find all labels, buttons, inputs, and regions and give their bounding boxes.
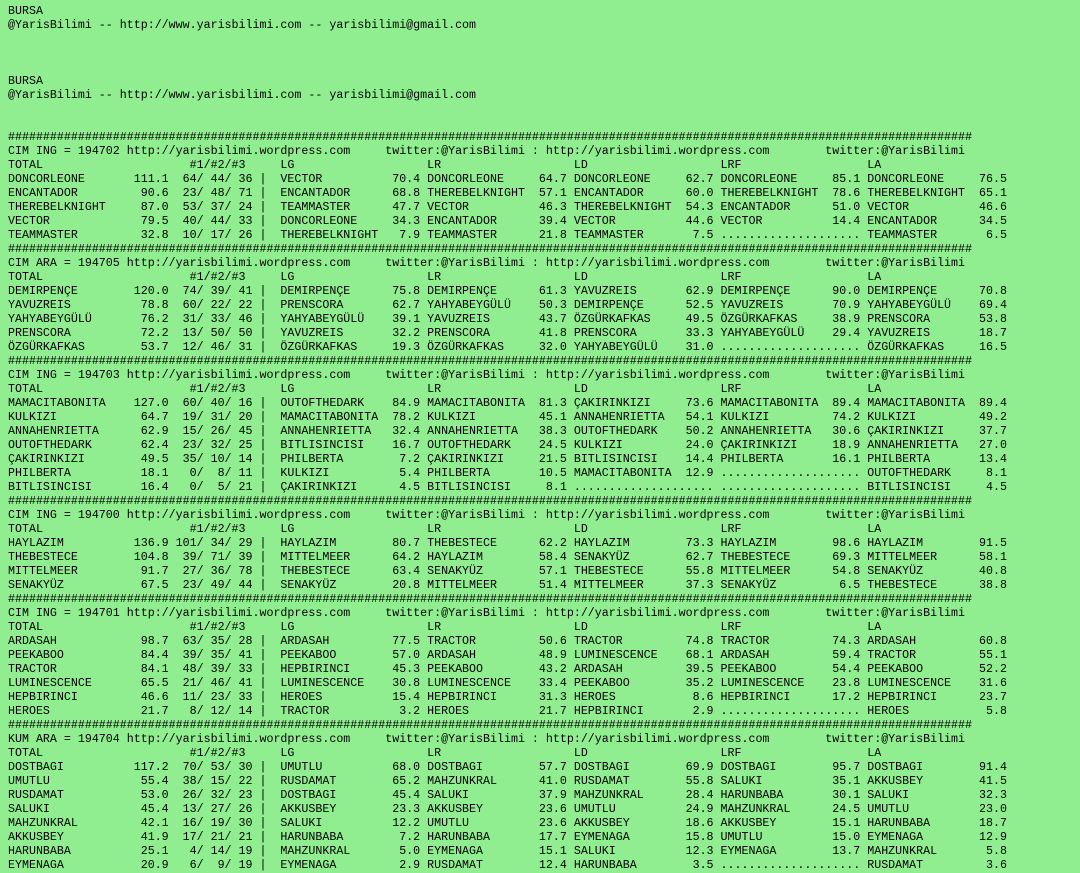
report-line: DEMIRPENÇE 120.0 74/ 39/ 41 | DEMIRPENÇE 75.8 DEMIRPENÇE 61.3 YAVUZREIS 62.9 DEMIRPENÇE 90.0 DEMIRPENÇE 70.8 bbox=[8, 285, 1007, 298]
report-line: CIM ARA = 194705 http://yarisbilimi.wordpress.com twitter:@YarisBilimi : http://yarisbilimi.wordpress.com twitter:@YarisBilimi bbox=[8, 257, 966, 270]
report-line: ÇAKIRINKIZI 49.5 35/ 10/ 14 | PHILBERTA 7.2 ÇAKIRINKIZI 21.5 BITLISINCISI 14.4 PHILBERTA 16.1 PHILBERTA 13.4 bbox=[8, 453, 1007, 466]
report-line: MAMACITABONITA 127.0 60/ 40/ 16 | OUTOFTHEDARK 84.9 MAMACITABONITA 81.3 ÇAKIRINKIZI 73.6 MAMACITABONITA 89.4 MAMACITABONITA 89.4 bbox=[8, 397, 1007, 410]
report-line: KUM ARA = 194704 http://yarisbilimi.wordpress.com twitter:@YarisBilimi : http://yarisbilimi.wordpress.com twitter:@YarisBilimi bbox=[8, 733, 966, 746]
report-line: TRACTOR 84.1 48/ 39/ 33 | HEPBIRINCI 45.3 PEEKABOO 43.2 ARDASAH 39.5 PEEKABOO 54.4 PEEKABOO 52.2 bbox=[8, 663, 1007, 676]
report-line: THEREBELKNIGHT 87.0 53/ 37/ 24 | TEAMMASTER 47.7 VECTOR 46.3 THEREBELKNIGHT 54.3 ENCANTADOR 51.0 VECTOR 46.6 bbox=[8, 201, 1007, 214]
report-line: TEAMMASTER 32.8 10/ 17/ 26 | THEREBELKNIGHT 7.9 TEAMMASTER 21.8 TEAMMASTER 7.5 .................... TEAMMASTER 6.5 bbox=[8, 229, 1007, 242]
report-line: YAHYABEYGÜLÜ 76.2 31/ 33/ 46 | YAHYABEYGÜLÜ 39.1 YAVUZREIS 43.7 ÖZGÜRKAFKAS 49.5 ÖZGÜRKAFKAS 38.9 PRENSCORA 53.8 bbox=[8, 313, 1007, 326]
report-line: OUTOFTHEDARK 62.4 23/ 32/ 25 | BITLISINCISI 16.7 OUTOFTHEDARK 24.5 KULKIZI 24.0 ÇAKIRINKIZI 18.9 ANNAHENRIETTA 27.0 bbox=[8, 439, 1007, 452]
report-line: CIM ING = 194701 http://yarisbilimi.wordpress.com twitter:@YarisBilimi : http://yarisbilimi.wordpress.com twitter:@YarisBilimi bbox=[8, 607, 966, 620]
report-line: HEPBIRINCI 46.6 11/ 23/ 33 | HEROES 15.4 HEPBIRINCI 31.3 HEROES 8.6 HEPBIRINCI 17.2 HEPBIRINCI 23.7 bbox=[8, 691, 1007, 704]
report-document bbox=[8, 5, 1007, 873]
report-line: MITTELMEER 91.7 27/ 36/ 78 | THEBESTECE 63.4 SENAKYÜZ 57.1 THEBESTECE 55.8 MITTELMEER 54.8 SENAKYÜZ 40.8 bbox=[8, 565, 1007, 578]
report-line: SENAKYÜZ 67.5 23/ 49/ 44 | SENAKYÜZ 20.8 MITTELMEER 51.4 MITTELMEER 37.3 SENAKYÜZ 6.5 THEBESTECE 38.8 bbox=[8, 579, 1007, 592]
header-line bbox=[8, 117, 1007, 131]
header-line bbox=[8, 33, 1007, 47]
report-line: TOTAL #1/#2/#3 LG LR LD LRF LA bbox=[8, 271, 882, 284]
report-line: UMUTLU 55.4 38/ 15/ 22 | RUSDAMAT 65.2 MAHZUNKRAL 41.0 RUSDAMAT 55.8 SALUKI 35.1 AKKUSBEY 41.5 bbox=[8, 775, 1007, 788]
report-line: HEROES 21.7 8/ 12/ 14 | TRACTOR 3.2 HEROES 21.7 HEPBIRINCI 2.9 .................... HEROES 5.8 bbox=[8, 705, 1007, 718]
report-line: PHILBERTA 18.1 0/ 8/ 11 | KULKIZI 5.4 PHILBERTA 10.5 MAMACITABONITA 12.9 .................... OUTOFTHEDARK 8.1 bbox=[8, 467, 1007, 480]
report-line: HAYLAZIM 136.9 101/ 34/ 29 | HAYLAZIM 80.7 THEBESTECE 62.2 HAYLAZIM 73.3 HAYLAZIM 98.6 HAYLAZIM 91.5 bbox=[8, 537, 1007, 550]
report-line: HARUNBABA 25.1 4/ 14/ 19 | MAHZUNKRAL 5.0 EYMENAGA 15.1 SALUKI 12.3 EYMENAGA 13.7 MAHZUNKRAL 5.8 bbox=[8, 845, 1007, 858]
report-line: TOTAL #1/#2/#3 LG LR LD LRF LA bbox=[8, 159, 882, 172]
report-line: PRENSCORA 72.2 13/ 50/ 50 | YAVUZREIS 32.2 PRENSCORA 41.8 PRENSCORA 33.3 YAHYABEYGÜLÜ 29.4 YAVUZREIS 18.7 bbox=[8, 327, 1007, 340]
report-line: ARDASAH 98.7 63/ 35/ 28 | ARDASAH 77.5 TRACTOR 50.6 TRACTOR 74.8 TRACTOR 74.3 ARDASAH 60.8 bbox=[8, 635, 1007, 648]
report-line: CIM ING = 194703 http://yarisbilimi.wordpress.com twitter:@YarisBilimi : http://yarisbilimi.wordpress.com twitter:@YarisBilimi bbox=[8, 369, 966, 382]
header-line: @YarisBilimi -- http://www.yarisbilimi.com -- yarisbilimi@gmail.com bbox=[8, 19, 477, 32]
report-line: BITLISINCISI 16.4 0/ 5/ 21 | ÇAKIRINKIZI 4.5 BITLISINCISI 8.1 .................... .................... BITLISINCISI 4.5 bbox=[8, 481, 1007, 494]
report-line: PEEKABOO 84.4 39/ 35/ 41 | PEEKABOO 57.0 ARDASAH 48.9 LUMINESCENCE 68.1 ARDASAH 59.4 TRACTOR 55.1 bbox=[8, 649, 1007, 662]
report-line: ########################################################################################################################################## bbox=[8, 243, 973, 256]
report-line: CIM ING = 194700 http://yarisbilimi.wordpress.com twitter:@YarisBilimi : http://yarisbilimi.wordpress.com twitter:@YarisBilimi bbox=[8, 509, 966, 522]
report-line: ANNAHENRIETTA 62.9 15/ 26/ 45 | ANNAHENRIETTA 32.4 ANNAHENRIETTA 38.3 OUTOFTHEDARK 50.2 ANNAHENRIETTA 30.6 ÇAKIRINKIZI 37.7 bbox=[8, 425, 1007, 438]
header-line bbox=[8, 47, 1007, 61]
report-line: ÖZGÜRKAFKAS 53.7 12/ 46/ 31 | ÖZGÜRKAFKAS 19.3 ÖZGÜRKAFKAS 32.0 YAHYABEYGÜLÜ 31.0 .................... ÖZGÜRKAFKAS 16.5 bbox=[8, 341, 1007, 354]
report-line: ########################################################################################################################################## bbox=[8, 719, 973, 732]
report-line: ########################################################################################################################################## bbox=[8, 355, 973, 368]
report-line: LUMINESCENCE 65.5 21/ 46/ 41 | LUMINESCENCE 30.8 LUMINESCENCE 33.4 PEEKABOO 35.2 LUMINESCENCE 23.8 LUMINESCENCE 31.6 bbox=[8, 677, 1007, 690]
header-line: BURSA bbox=[8, 5, 43, 18]
report-line: ########################################################################################################################################## bbox=[8, 495, 973, 508]
header-line: @YarisBilimi -- http://www.yarisbilimi.com -- yarisbilimi@gmail.com bbox=[8, 89, 477, 102]
report-line: TOTAL #1/#2/#3 LG LR LD LRF LA bbox=[8, 523, 882, 536]
report-line: YAVUZREIS 78.8 60/ 22/ 22 | PRENSCORA 62.7 YAHYABEYGÜLÜ 50.3 DEMIRPENÇE 52.5 YAVUZREIS 70.9 YAHYABEYGÜLÜ 69.4 bbox=[8, 299, 1007, 312]
header-line bbox=[8, 103, 1007, 117]
report-line: THEBESTECE 104.8 39/ 71/ 39 | MITTELMEER 64.2 HAYLAZIM 58.4 SENAKYÜZ 62.7 THEBESTECE 69.3 MITTELMEER 58.1 bbox=[8, 551, 1007, 564]
report-line: AKKUSBEY 41.9 17/ 21/ 21 | HARUNBABA 7.2 HARUNBABA 17.7 EYMENAGA 15.8 UMUTLU 15.0 EYMENAGA 12.9 bbox=[8, 831, 1007, 844]
report-line: SALUKI 45.4 13/ 27/ 26 | AKKUSBEY 23.3 AKKUSBEY 23.6 UMUTLU 24.9 MAHZUNKRAL 24.5 UMUTLU 23.0 bbox=[8, 803, 1007, 816]
report-line: DONCORLEONE 111.1 64/ 44/ 36 | VECTOR 70.4 DONCORLEONE 64.7 DONCORLEONE 62.7 DONCORLEONE 85.1 DONCORLEONE 76.5 bbox=[8, 173, 1007, 186]
report-line: TOTAL #1/#2/#3 LG LR LD LRF LA bbox=[8, 747, 882, 760]
header-line: BURSA bbox=[8, 75, 43, 88]
report-line: ENCANTADOR 90.6 23/ 48/ 71 | ENCANTADOR 68.8 THEREBELKNIGHT 57.1 ENCANTADOR 60.0 THEREBELKNIGHT 78.6 THEREBELKNIGHT 65.1 bbox=[8, 187, 1007, 200]
report-line: VECTOR 79.5 40/ 44/ 33 | DONCORLEONE 34.3 ENCANTADOR 39.4 VECTOR 44.6 VECTOR 14.4 ENCANTADOR 34.5 bbox=[8, 215, 1007, 228]
report-line: DOSTBAGI 117.2 70/ 53/ 30 | UMUTLU 68.0 DOSTBAGI 57.7 DOSTBAGI 69.9 DOSTBAGI 95.7 DOSTBAGI 91.4 bbox=[8, 761, 1007, 774]
report-line: ########################################################################################################################################## bbox=[8, 131, 973, 144]
report-line: TOTAL #1/#2/#3 LG LR LD LRF LA bbox=[8, 621, 882, 634]
report-line: RUSDAMAT 53.0 26/ 32/ 23 | DOSTBAGI 45.4 SALUKI 37.9 MAHZUNKRAL 28.4 HARUNBABA 30.1 SALUKI 32.3 bbox=[8, 789, 1007, 802]
report-line: EYMENAGA 20.9 6/ 9/ 19 | EYMENAGA 2.9 RUSDAMAT 12.4 HARUNBABA 3.5 .................... RUSDAMAT 3.6 bbox=[8, 859, 1007, 872]
report-line: ########################################################################################################################################## bbox=[8, 593, 973, 606]
report-line: MAHZUNKRAL 42.1 16/ 19/ 30 | SALUKI 12.2 UMUTLU 23.6 AKKUSBEY 18.6 AKKUSBEY 15.1 HARUNBABA 18.7 bbox=[8, 817, 1007, 830]
report-line: CIM ING = 194702 http://yarisbilimi.wordpress.com twitter:@YarisBilimi : http://yarisbilimi.wordpress.com twitter:@YarisBilimi bbox=[8, 145, 966, 158]
report-line: TOTAL #1/#2/#3 LG LR LD LRF LA bbox=[8, 383, 882, 396]
report-line: KULKIZI 64.7 19/ 31/ 20 | MAMACITABONITA 78.2 KULKIZI 45.1 ANNAHENRIETTA 54.1 KULKIZI 74.2 KULKIZI 49.2 bbox=[8, 411, 1007, 424]
header-line bbox=[8, 61, 1007, 75]
